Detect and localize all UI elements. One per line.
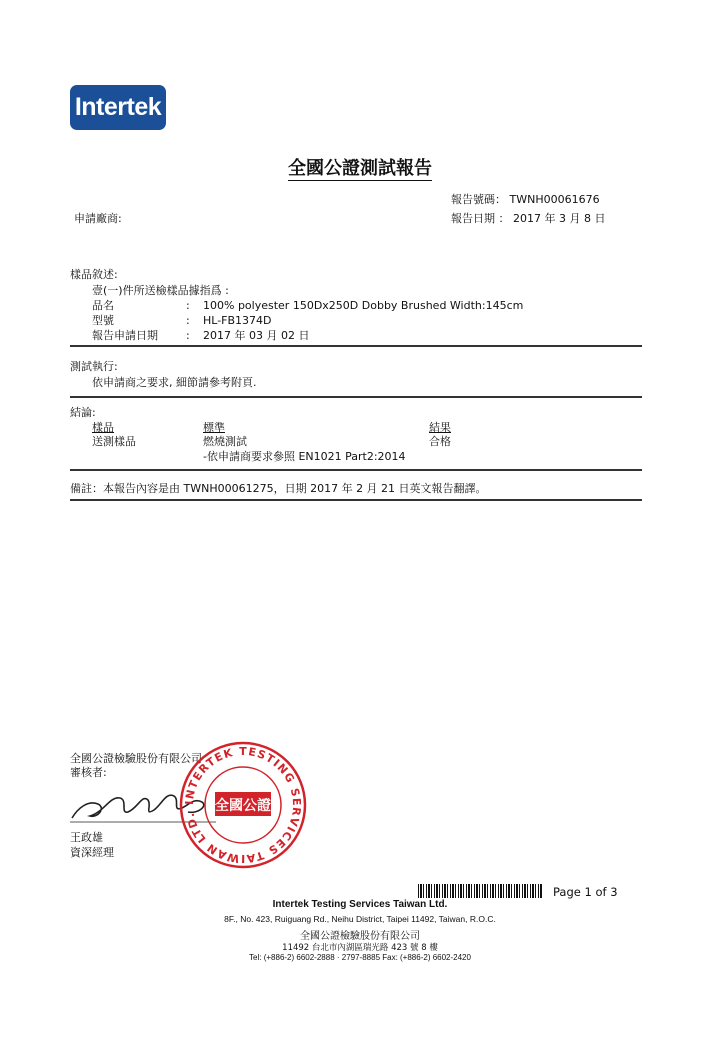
footer-company-zh: 全國公證檢驗股份有限公司 xyxy=(300,931,420,942)
footer-address-zh: 11492 台北市內湖區瑞光路 423 號 8 樓 xyxy=(282,943,438,953)
footer-company-en: Intertek Testing Services Taiwan Ltd. xyxy=(272,899,448,910)
intertek-logo: Intertek xyxy=(70,85,166,130)
page-number: Page 1 of 3 xyxy=(553,885,618,899)
sample-sep: : xyxy=(186,299,190,312)
report-title: 全國公證測試報告 xyxy=(288,158,432,179)
remark: 備註：本報告內容是由 TWNH00061275，日期 2017 年 2 月 21 日英文報告翻譯。 xyxy=(70,482,487,495)
sample-sep: : xyxy=(186,314,190,327)
applicant-label: 申請廠商: xyxy=(74,212,122,225)
sample-row-apply-date: 報告申請日期 xyxy=(92,329,158,342)
svg-text:全國公證: 全國公證 xyxy=(215,798,271,814)
divider xyxy=(70,396,642,398)
signer-name: 王政雄 xyxy=(70,831,103,844)
sample-row-name: 品名 xyxy=(92,299,114,312)
conclusion-standard: 燃燒測試 xyxy=(203,435,247,448)
signer-position: 資深經理 xyxy=(70,846,114,859)
signature-company: 全國公證檢驗股份有限公司 xyxy=(70,752,202,765)
company-seal xyxy=(178,740,308,870)
sample-apply-date: 2017 年 03 月 02 日 xyxy=(203,329,310,342)
conclusion-heading: 結論: xyxy=(70,406,96,419)
conclusion-sample: 送測樣品 xyxy=(92,435,136,448)
test-heading: 測試執行: xyxy=(70,360,118,373)
sample-sep: : xyxy=(186,329,190,342)
report-date: 報告日期 ： 2017 年 3 月 8 日 xyxy=(451,212,606,225)
sample-product-name: 100% polyester 150Dx250D Dobby Brushed Width:145cm xyxy=(203,299,524,312)
divider xyxy=(70,469,642,471)
sample-intro: 壹(一)件所送檢樣品據指爲 : xyxy=(92,284,229,297)
report-number: 報告號碼： TWNH00061676 xyxy=(451,193,600,206)
conclusion-header-result: 結果 xyxy=(429,421,451,434)
divider xyxy=(70,345,642,347)
test-text: 依申請商之要求, 細節請參考附頁. xyxy=(92,376,257,389)
footer-address-en: 8F., No. 423, Ruiguang Rd., Neihu District, Taipei 11492, Taiwan, R.O.C. xyxy=(224,914,496,924)
conclusion-result: 合格 xyxy=(429,435,451,448)
sample-heading: 樣品敘述: xyxy=(70,268,118,281)
divider xyxy=(70,499,642,501)
conclusion-header-standard: 標準 xyxy=(203,421,225,434)
sample-model: HL-FB1374D xyxy=(203,314,272,327)
footer-contact: Tel: (+886-2) 6602-2888 · 2797-8885 Fax: (+886-2) 6602-2420 xyxy=(249,953,471,962)
svg-text:INTERTEK TESTING SERVICES TAIW: INTERTEK TESTING SERVICES TAIWAN LTD. xyxy=(182,744,304,866)
reviewer-label: 審核者: xyxy=(70,766,107,779)
conclusion-header-sample: 樣品 xyxy=(92,421,114,434)
barcode xyxy=(418,884,542,898)
sample-row-model: 型號 xyxy=(92,314,114,327)
conclusion-note: -依申請商要求參照 EN1021 Part2:2014 xyxy=(203,450,406,463)
